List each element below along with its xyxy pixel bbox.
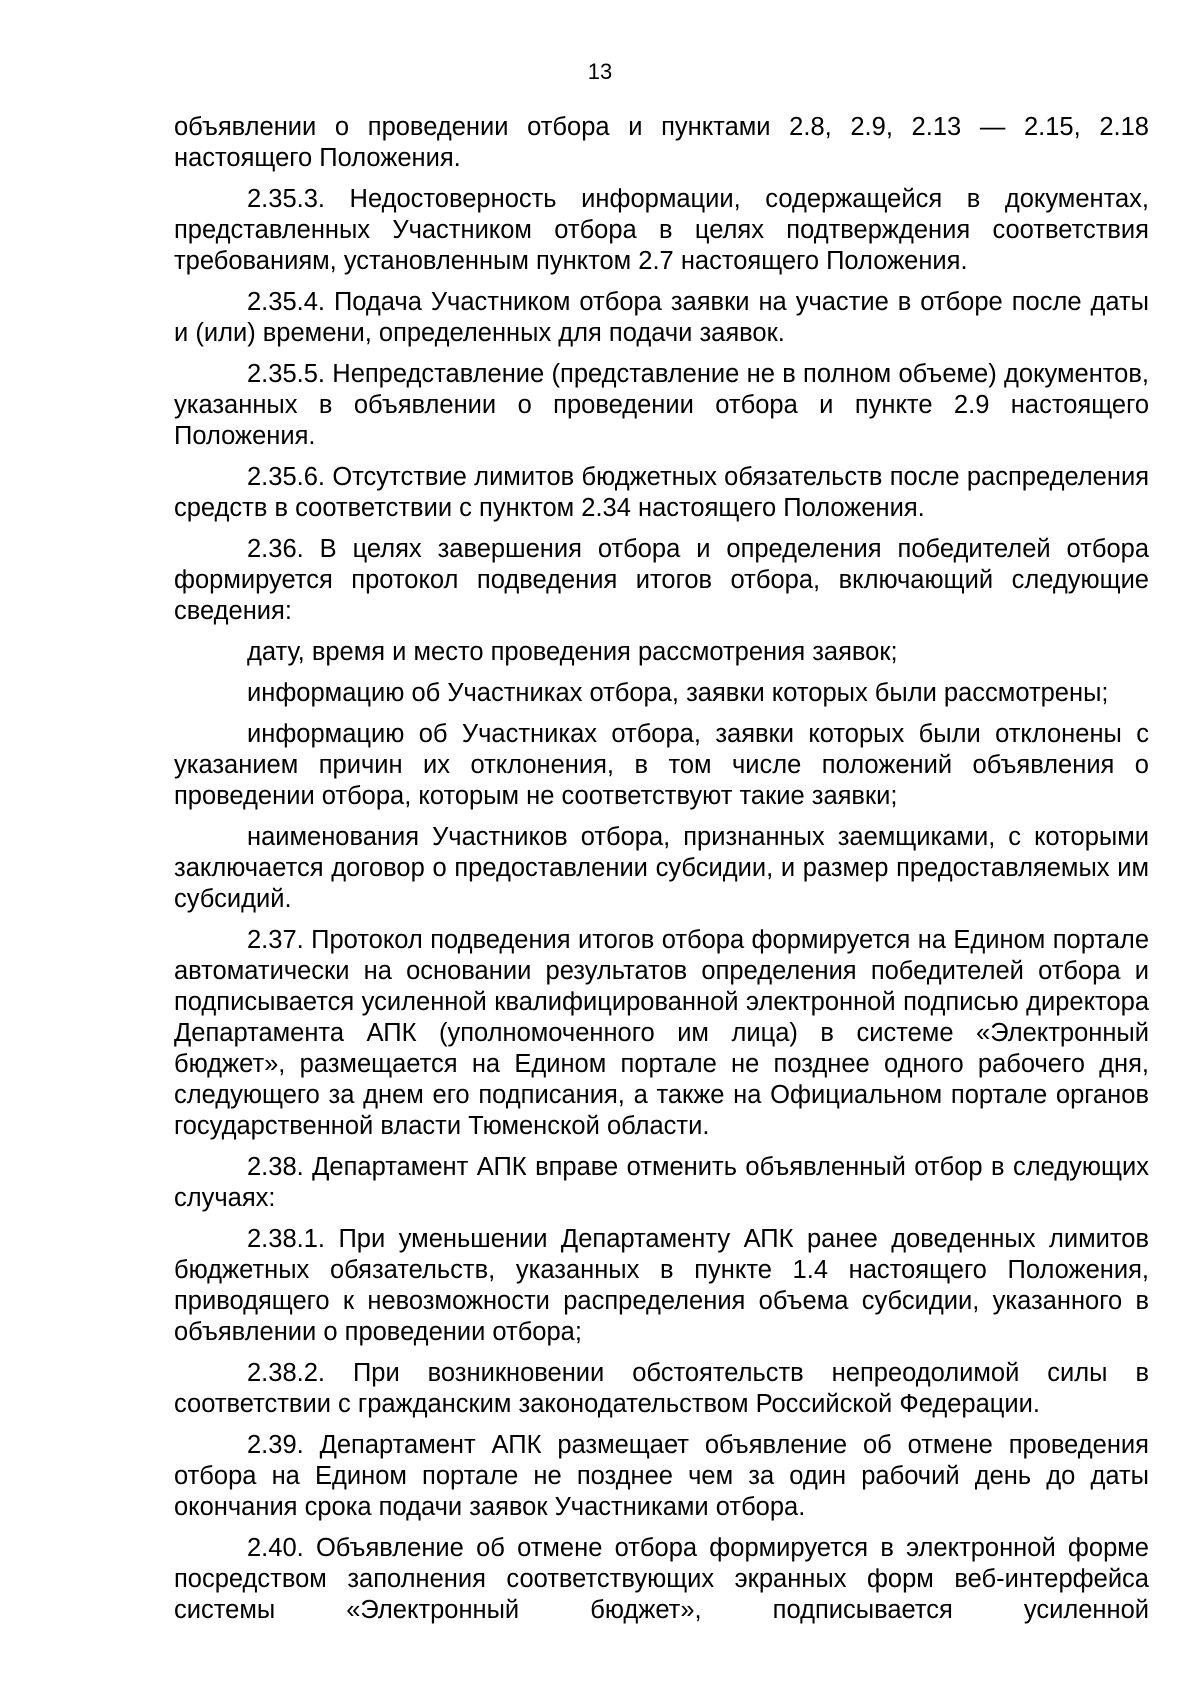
paragraph-2-35-6: 2.35.6. Отсутствие лимитов бюджетных обязательств после распределения средств в соответствии с пунктом 2.34 настоящего Положения. bbox=[174, 463, 1149, 522]
paragraph-2-38-2: 2.38.2. При возникновении обстоятельств непреодолимой силы в соответствии с гражданским законодательством Российской Федерации. bbox=[174, 1359, 1149, 1418]
list-item-rejected-participants: информацию об Участниках отбора, заявки которых были отклонены с указанием причин их отклонения, в том числе положений объявления о проведении отбора, которым не соответствуют такие заявки; bbox=[174, 720, 1149, 810]
paragraph-2-35-4: 2.35.4. Подача Участником отбора заявки на участие в отборе после даты и (или) времени, определенных для подачи заявок. bbox=[174, 288, 1149, 347]
paragraph-2-36: 2.36. В целях завершения отбора и определения победителей отбора формируется протокол подведения итогов отбора, включающий следующие сведения: bbox=[174, 535, 1149, 625]
paragraph-2-38: 2.38. Департамент АПК вправе отменить объявленный отбор в следующих случаях: bbox=[174, 1153, 1149, 1212]
list-item-reviewed-participants: информацию об Участниках отбора, заявки которых были рассмотрены; bbox=[247, 679, 1109, 707]
page-number: 13 bbox=[587, 59, 613, 84]
paragraph-2-35-3: 2.35.3. Недостоверность информации, содержащейся в документах, представленных Участником отбора в целях подтверждения соответствия требованиям, установленным пунктом 2.7 настоящего Положения. bbox=[174, 185, 1149, 275]
paragraph-2-39: 2.39. Департамент АПК размещает объявление об отмене проведения отбора на Едином портале не позднее чем за один рабочий день до даты окончания срока подачи заявок Участниками отбора. bbox=[174, 1431, 1149, 1521]
list-item-borrower-names: наименования Участников отбора, признанных заемщиками, с которыми заключается договор о предоставлении субсидии, и размер предоставляемых им субсидий. bbox=[174, 823, 1149, 913]
list-item-date-time-place: дату, время и место проведения рассмотрения заявок; bbox=[247, 638, 898, 666]
paragraph-2-40: 2.40. Объявление об отмене отбора формируется в электронной форме посредством заполнения соответствующих экранных форм веб-интерфейса системы «Электронный бюджет», подписывается усиленной bbox=[174, 1534, 1149, 1624]
paragraph-2-38-1: 2.38.1. При уменьшении Департаменту АПК ранее доведенных лимитов бюджетных обязательств, указанных в пункте 1.4 настоящего Положения, приводящего к невозможности распределения объема субсидии, указанного в объявлении о проведении отбора; bbox=[174, 1225, 1149, 1346]
document-body bbox=[174, 112, 1149, 1636]
paragraph-2-37: 2.37. Протокол подведения итогов отбора формируется на Едином портале автоматически на основании результатов определения победителей отбора и подписывается усиленной квалифицированной электронной подписью директора Департамента АПК (уполномоченного им лица) в системе «Электронный бюджет», размещается на Едином портале не позднее одного рабочего дня, следующего за днем его подписания, а также на Официальном портале органов государственной власти Тюменской области. bbox=[174, 926, 1149, 1140]
paragraph-continuation: объявлении о проведении отбора и пунктами 2.8, 2.9, 2.13 — 2.15, 2.18 настоящего Положения. bbox=[174, 113, 1149, 172]
paragraph-2-35-5: 2.35.5. Непредставление (представление не в полном объеме) документов, указанных в объявлении о проведении отбора и пункте 2.9 настоящего Положения. bbox=[174, 360, 1149, 450]
